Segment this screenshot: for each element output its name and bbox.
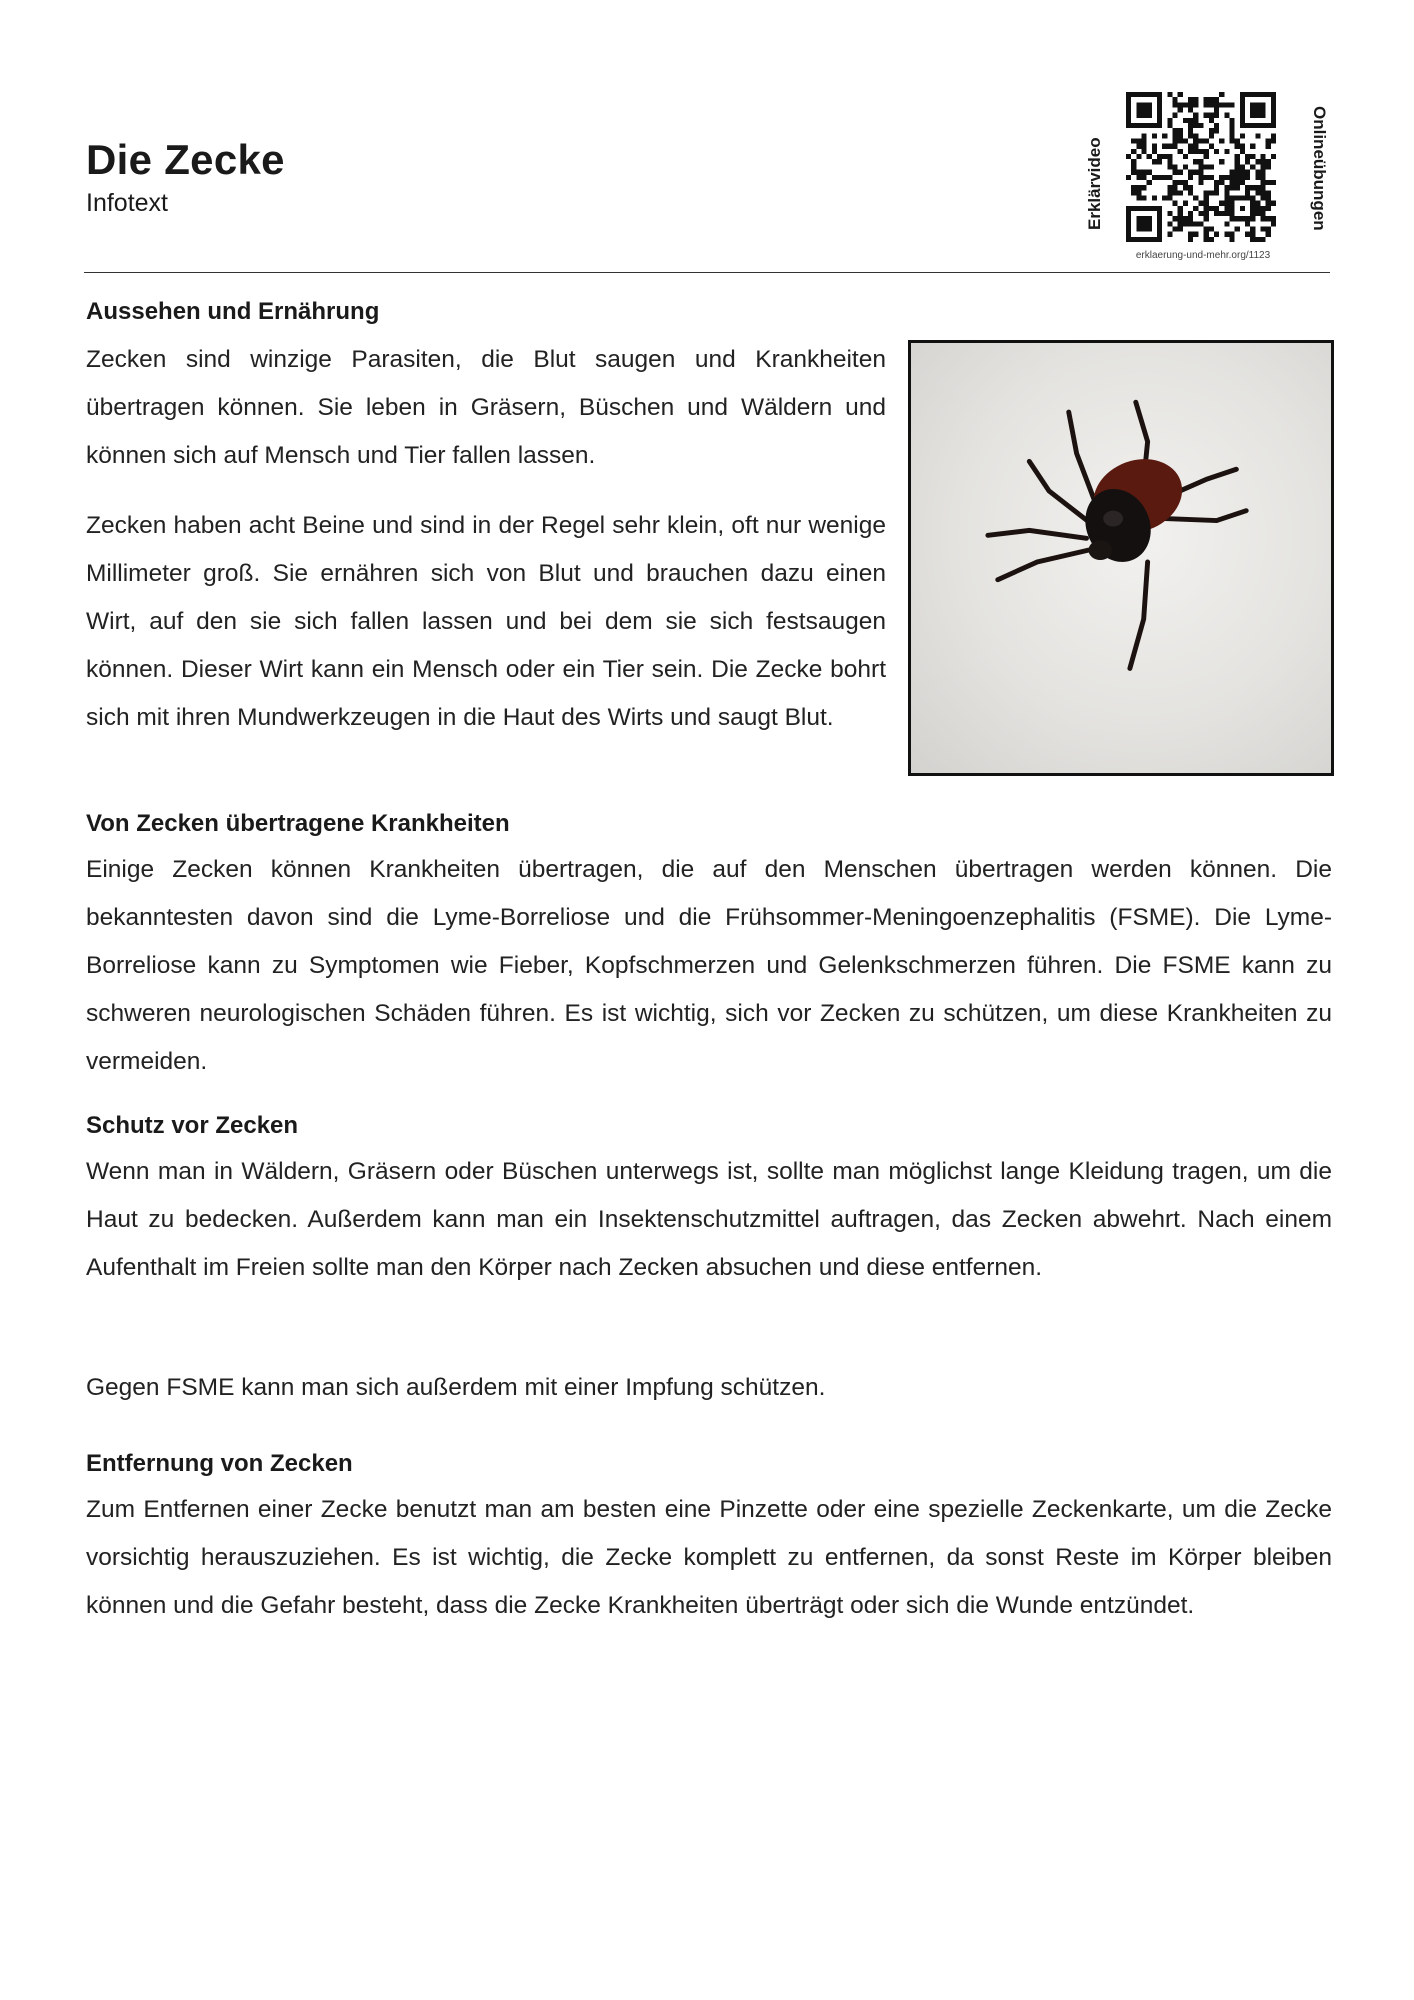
section-diseases-paragraph: Einige Zecken können Krankheiten übertragen, die auf den Menschen übertragen werden können. Die bekanntesten davon sind die Lyme-Borreliose und die Frühsommer-Meningoenzephalitis (FSME). Die Lyme-Borreliose kann zu Symptomen wie Fieber, Kopfschmerzen und Gelenkschmerzen führen. Die FSME kann zu schweren neurologischen Schäden führen. Es ist wichtig, sich vor Zecken zu schützen, um diese Krankheiten zu vermeiden. [86,856,1332,1075]
online-exercises-label: Onlineübungen [1310,106,1329,231]
section-protection-paragraph-2: Gegen FSME kann man sich außerdem mit einer Impfung schützen. [86,1374,826,1401]
header-divider [84,272,1330,273]
section-heading-appearance: Aussehen und Ernährung [86,298,380,325]
tick-photo [908,340,1334,776]
page-subtitle: Infotext [86,189,168,217]
page-title: Die Zecke [86,136,285,183]
explainer-video-label: Erklärvideo [1085,137,1104,230]
section-removal-paragraph: Zum Entfernen einer Zecke benutzt man am besten eine Pinzette oder eine spezielle Zeckenkarte, um die Zecke vorsichtig herauszuziehen. Es ist wichtig, die Zecke komplett zu entfernen, da sonst Reste im Körper bleiben können und die Gefahr besteht, dass die Zecke Krankheiten überträgt oder sich die Wunde entzündet. [86,1496,1332,1619]
tick-illustration [911,343,1331,773]
section-appearance-paragraph-1: Zecken sind winzige Parasiten, die Blut saugen und Krankheiten übertragen können. Sie leben in Gräsern, Büschen und Wäldern und können sich auf Mensch und Tier fallen lassen. [86,346,886,469]
qr-code-url: erklaerung-und-mehr.org/1123 [1135,250,1271,261]
section-heading-diseases: Von Zecken übertragene Krankheiten [86,810,510,837]
section-heading-removal: Entfernung von Zecken [86,1450,353,1477]
section-protection-paragraph-1: Wenn man in Wäldern, Gräsern oder Büschen unterwegs ist, sollte man möglichst lange Kleidung tragen, um die Haut zu bedecken. Außerdem kann man ein Insektenschutzmittel auftragen, das Zecken abwehrt. Nach einem Aufenthalt im Freien sollte man den Körper nach Zecken absuchen und diese entfernen. [86,1158,1332,1281]
qr-code-icon[interactable] [1126,92,1276,242]
section-heading-protection: Schutz vor Zecken [86,1112,299,1139]
section-appearance-paragraph-2: Zecken haben acht Beine und sind in der Regel sehr klein, oft nur wenige Millimeter groß. Sie ernähren sich von Blut und brauchen dazu einen Wirt, auf den sie sich fallen lassen und bei dem sie sich festsaugen können. Dieser Wirt kann ein Mensch oder ein Tier sein. Die Zecke bohrt sich mit ihren Mundwerkzeugen in die Haut des Wirts und saugt Blut. [86,512,886,731]
